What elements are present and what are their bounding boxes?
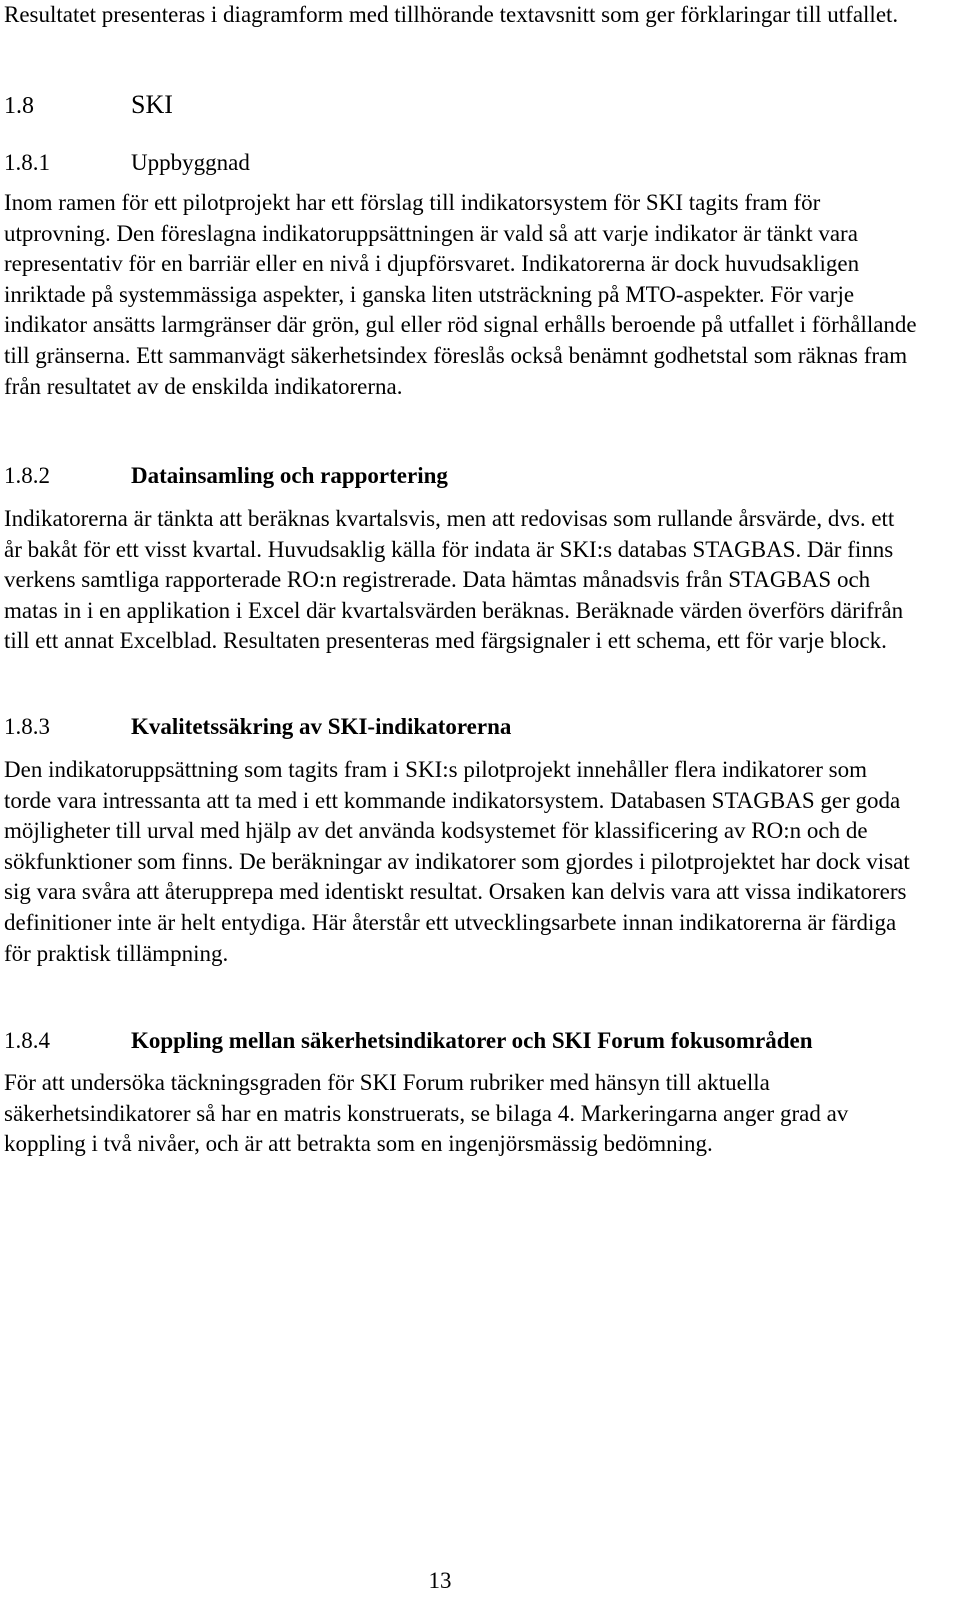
section-1-8-1-paragraph: Inom ramen för ett pilotprojekt har ett förslag till indikatorsystem för SKI tagits fram för utprovning. Den föreslagna indikatoruppsättningen är vald så att varje indikator är tänkt vara representativ för en barriär eller en nivå i djupförsvaret. Indikatorerna är dock huvudsakligen inriktade på systemmässiga aspekter, i ganska liten utsträckning på MTO-aspekter. För varje indikator ansätts larmgränser där grön, gul eller röd signal erhålls beroende på utfallet i förhållande till gränserna. Ett sammanvägt säkerhetsindex föreslås också benämnt godhetstal som räknas fram från resultatet av de enskilda indikatorerna.: [4, 190, 917, 399]
section-1-8-3-paragraph: Den indikatoruppsättning som tagits fram i SKI:s pilotprojekt innehåller flera indikatorer som torde vara intressanta att ta med i ett kommande indikatorsystem. Databasen STAGBAS ger goda möjligheter till urval med hjälp av det använda kodsystemet för klassificering av RO:n och de sökfunktioner som finns. De beräkningar av indikatorer som gjordes i pilotprojektet har dock visat sig vara svåra att återupprepa med identiskt resultat. Orsaken kan delvis vara att vissa indikatorers definitioner inte är helt entydiga. Här återstår ett utvecklingsarbete innan indikatorerna är färdiga för praktisk tillämpning.: [4, 757, 910, 966]
intro-paragraph: Resultatet presenteras i diagramform med tillhörande textavsnitt som ger förklaringar till utfallet.: [4, 2, 899, 27]
section-heading-1-8-2: [4, 461, 448, 491]
section-title: Koppling mellan säkerhetsindikatorer och SKI Forum fokusområden: [131, 1028, 813, 1053]
section-number: 1.8: [4, 93, 34, 119]
section-heading-1-8: [4, 90, 173, 121]
section-title: Kvalitetssäkring av SKI-indikatorerna: [131, 714, 512, 739]
section-title: SKI: [131, 90, 173, 119]
section-number: 1.8.1: [4, 150, 50, 175]
section-1-8-2-paragraph: Indikatorerna är tänkta att beräknas kvartalsvis, men att redovisas som rullande årsvärde, dvs. ett år bakåt för ett visst kvartal. Huvudsaklig källa för indata är SKI:s databas STAGBAS. Där finns verkens samtliga rapporterade RO:n registrerade. Data hämtas månadsvis från STAGBAS och matas in i en applikation i Excel där kvartalsvärden beräknas. Beräknade värden överförs därifrån till ett annat Excelblad. Resultaten presenteras med färgsignaler i ett schema, ett för varje block.: [4, 506, 904, 654]
section-heading-1-8-4: [4, 1026, 813, 1056]
section-number: 1.8.4: [4, 1028, 50, 1053]
page-number: 13: [428, 1568, 452, 1593]
section-1-8-4-paragraph: För att undersöka täckningsgraden för SKI Forum rubriker med hänsyn till aktuella säkerhetsindikatorer så har en matris konstruerats, se bilaga 4. Markeringarna anger grad av koppling i två nivåer, och är att betrakta som en ingenjörsmässig bedömning.: [4, 1070, 849, 1157]
section-heading-1-8-1: [4, 148, 250, 178]
section-heading-1-8-3: [4, 712, 511, 742]
section-number: 1.8.3: [4, 714, 50, 739]
section-title: Datainsamling och rapportering: [131, 463, 448, 488]
section-number: 1.8.2: [4, 463, 50, 488]
section-title: Uppbyggnad: [131, 150, 250, 175]
